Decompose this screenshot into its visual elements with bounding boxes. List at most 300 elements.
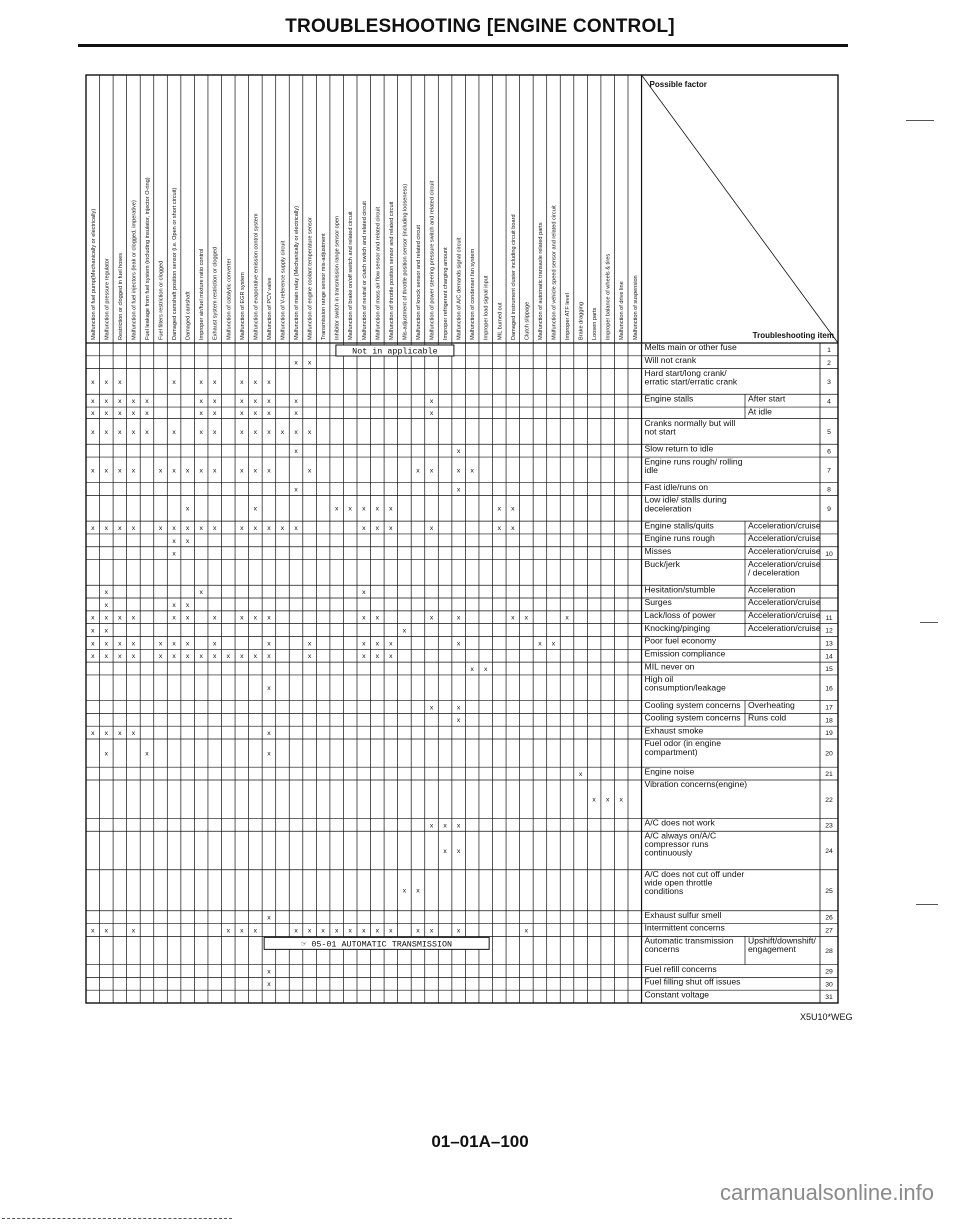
x-mark: x: [619, 796, 623, 804]
x-mark: x: [267, 524, 271, 532]
x-mark: x: [240, 653, 244, 661]
x-mark: x: [185, 601, 190, 609]
x-mark: x: [605, 796, 610, 804]
x-mark: x: [294, 927, 298, 935]
item-number: 27: [825, 927, 833, 935]
x-mark: x: [213, 640, 217, 648]
item-number: 8: [827, 486, 831, 494]
x-mark: x: [456, 640, 461, 648]
x-mark: x: [253, 927, 258, 935]
symptom-label: [645, 368, 738, 387]
x-mark: x: [267, 467, 271, 475]
condition-label-line: At idle: [748, 406, 772, 417]
x-mark: x: [91, 428, 95, 436]
symptom-label-line: Vibration concerns(engine): [644, 779, 748, 790]
x-mark: x: [91, 378, 95, 386]
watermark: carmanualsonline.info: [719, 1180, 934, 1205]
x-mark: x: [104, 467, 109, 475]
x-mark: x: [267, 653, 271, 661]
x-mark: x: [294, 448, 298, 456]
condition-label-line: After start: [748, 393, 786, 404]
symptom-label: [644, 869, 745, 896]
symptom-label: [645, 584, 716, 594]
x-mark: x: [389, 505, 393, 513]
factor-label: Malfunction of neutral or clutch switch and related circuit: [361, 201, 368, 340]
item-number: 1: [827, 347, 831, 355]
factor-label: Malfunction of fuel injectors (leak or clogged, imperative): [131, 200, 138, 340]
x-mark: x: [334, 927, 339, 935]
symptom-label: [645, 989, 710, 999]
x-mark: x: [375, 640, 380, 648]
item-number: 21: [825, 771, 833, 779]
item-number: 25: [825, 887, 833, 895]
x-mark: x: [118, 614, 122, 622]
symptom-label-line: deceleration: [644, 503, 692, 514]
symptom-label: [645, 610, 716, 620]
symptom-label: [645, 482, 709, 492]
factor-label: Clutch slippage: [524, 301, 531, 340]
x-mark: x: [240, 467, 244, 475]
item-number: 14: [825, 653, 833, 661]
x-mark: x: [91, 627, 95, 635]
x-mark: x: [91, 614, 95, 622]
x-mark: x: [240, 524, 244, 532]
x-mark: x: [172, 524, 176, 532]
x-mark: x: [267, 968, 271, 976]
symptom-label-line: continuously: [644, 847, 693, 858]
x-mark: x: [118, 729, 122, 737]
condition-label-line: Upshift/downshift/: [748, 935, 816, 946]
x-mark: x: [280, 524, 285, 532]
symptom-label: [645, 495, 727, 514]
condition-label-line: Acceleration/cruise: [748, 610, 821, 621]
item-number: 9: [827, 505, 831, 513]
x-mark: x: [416, 467, 420, 475]
x-mark: x: [131, 927, 136, 935]
condition-label-line: Acceleration/cruise: [748, 520, 821, 531]
x-mark: x: [456, 704, 461, 712]
item-number: 18: [825, 717, 833, 725]
symptom-label: [645, 713, 741, 723]
x-mark: x: [267, 750, 271, 758]
symptom-label-line: Slow return to idle: [644, 443, 714, 454]
x-mark: x: [267, 729, 271, 737]
x-mark: x: [240, 378, 244, 386]
x-mark: x: [294, 398, 298, 406]
symptom-label-line: Melts main or other fuse: [644, 342, 737, 353]
symptom-label: [645, 623, 711, 633]
x-mark: x: [185, 537, 190, 545]
x-mark: x: [172, 378, 176, 386]
x-mark: x: [456, 614, 461, 622]
item-number: 15: [825, 666, 833, 674]
condition-label: [748, 713, 786, 723]
factor-label: Malfunction of knock sensor and related circuit: [415, 224, 422, 340]
x-mark: x: [104, 750, 109, 758]
x-mark: x: [375, 505, 380, 513]
x-mark: x: [185, 505, 190, 513]
symptom-label: [645, 533, 715, 543]
x-mark: x: [456, 822, 461, 830]
symptom-label-line: Engine runs rough: [644, 533, 715, 544]
symptom-label-line: not start: [644, 426, 676, 437]
x-mark: x: [294, 428, 298, 436]
symptom-label-line: Engine runs rough/ rolling: [644, 456, 743, 467]
item-number: 29: [825, 968, 833, 976]
symptom-label-line: compartment): [644, 746, 698, 757]
symptom-label: [645, 355, 697, 365]
x-mark: x: [294, 524, 298, 532]
item-number: 7: [827, 467, 831, 475]
factor-label: Exhaust system restriction or clogged: [212, 247, 219, 340]
item-number: 16: [825, 685, 833, 693]
factor-label: Restriction or clogged in fuel hoses: [117, 252, 124, 340]
x-mark: x: [592, 796, 596, 804]
x-mark: x: [145, 398, 149, 406]
x-mark: x: [213, 410, 217, 418]
symptom-label-line: Exhaust smoke: [644, 725, 704, 736]
factor-label: Fuel filters restriction or clogged: [158, 260, 165, 340]
x-mark: x: [511, 614, 515, 622]
x-mark: x: [348, 505, 352, 513]
x-mark: x: [226, 653, 230, 661]
symptom-label: [645, 443, 714, 453]
x-mark: x: [362, 927, 366, 935]
x-mark: x: [104, 589, 109, 597]
item-number: 3: [827, 379, 831, 387]
x-mark: x: [362, 505, 366, 513]
x-mark: x: [267, 614, 271, 622]
reference-label: ☞ 05-01 AUTOMATIC TRANSMISSION: [301, 939, 453, 950]
factor-label: Fuel leakage from fuel system (including insulator, injector O-ring): [144, 177, 151, 340]
x-mark: x: [91, 927, 95, 935]
item-number: 4: [827, 398, 831, 406]
x-mark: x: [307, 359, 312, 367]
x-mark: x: [131, 729, 136, 737]
factor-label: Malfunction of pressure regulator: [104, 258, 111, 340]
symptom-label-line: Exhaust sulfur smell: [644, 909, 722, 920]
condition-label: [748, 520, 821, 530]
x-mark: x: [551, 640, 556, 648]
symptom-label-line: wide open throttle: [644, 877, 713, 888]
factor-label: Malfunction of drive line: [619, 281, 626, 340]
x-mark: x: [443, 847, 447, 855]
item-number: 6: [827, 448, 831, 456]
x-mark: x: [267, 914, 271, 922]
item-number: 5: [827, 429, 831, 437]
x-mark: x: [213, 467, 217, 475]
x-mark: x: [253, 378, 258, 386]
factor-label: Malfunction of main relay (Mechanically or electrically): [294, 206, 301, 340]
item-number: 30: [825, 981, 833, 989]
factor-label: Malfunction of engine coolant temperature sensor: [307, 217, 314, 340]
symptom-label-line: compressor runs: [644, 839, 709, 850]
x-mark: x: [375, 614, 380, 622]
x-mark: x: [104, 398, 109, 406]
x-mark: x: [375, 927, 380, 935]
x-mark: x: [578, 771, 583, 779]
x-mark: x: [158, 653, 163, 661]
symptom-label-line: Lack/loss of power: [644, 610, 716, 621]
x-mark: x: [118, 428, 122, 436]
x-mark: x: [104, 410, 109, 418]
x-mark: x: [294, 410, 298, 418]
x-mark: x: [213, 524, 217, 532]
symptom-label-line: Engine noise: [644, 766, 695, 777]
condition-label: [748, 393, 786, 403]
condition-label-line: Acceleration/cruise: [748, 545, 821, 556]
x-mark: x: [456, 927, 461, 935]
factor-label: MIL burned out: [497, 302, 504, 340]
x-mark: x: [104, 428, 109, 436]
symptom-label: [645, 936, 734, 955]
x-mark: x: [389, 640, 393, 648]
symptom-label-line: idle: [644, 464, 658, 475]
x-mark: x: [253, 428, 258, 436]
x-mark: x: [348, 927, 352, 935]
x-mark: x: [307, 428, 312, 436]
factor-label: Damaged instrument cluster including circuit board: [510, 214, 517, 340]
x-mark: x: [416, 887, 420, 895]
x-mark: x: [213, 614, 217, 622]
factor-label: Malfunction of fuel pump(Mechanically or electrically): [90, 208, 97, 340]
x-mark: x: [199, 589, 203, 597]
condition-label-line: Acceleration/cruise: [748, 597, 821, 608]
factor-label: Loosen parts: [592, 307, 599, 340]
symptom-label-line: Intermittent concerns: [644, 922, 725, 933]
x-mark: x: [104, 729, 109, 737]
x-mark: x: [131, 614, 136, 622]
x-mark: x: [321, 927, 325, 935]
symptom-label: [645, 725, 704, 735]
page-title: TROUBLESHOOTING [ENGINE CONTROL]: [285, 16, 675, 37]
x-mark: x: [524, 614, 529, 622]
figure-id: X5U10*WEG: [800, 1012, 853, 1022]
x-mark: x: [131, 398, 136, 406]
factor-label: Malfunction of condenser fan system: [470, 248, 477, 340]
x-mark: x: [389, 653, 393, 661]
factor-label: Malfunction of automatic transaxle related parts: [537, 222, 544, 340]
x-mark: x: [294, 359, 298, 367]
item-number: 23: [825, 822, 833, 830]
factor-label: Improper air/fuel mixture ratio control: [199, 248, 206, 340]
symptom-label-line: Poor fuel economy: [644, 635, 717, 646]
symptom-label-line: Engine stalls/quits: [644, 520, 714, 531]
factor-label: Transmission range sensor mis-adjustment: [321, 233, 328, 340]
x-mark: x: [524, 927, 529, 935]
symptom-label: [645, 418, 736, 437]
symptom-label: [645, 648, 726, 658]
x-mark: x: [538, 640, 542, 648]
x-mark: x: [158, 524, 163, 532]
x-mark: x: [199, 653, 203, 661]
item-number: 19: [825, 730, 833, 738]
x-mark: x: [443, 822, 447, 830]
x-mark: x: [267, 378, 271, 386]
x-mark: x: [172, 640, 176, 648]
x-mark: x: [456, 486, 461, 494]
factor-label: Malfunction of EGR system: [239, 272, 246, 340]
x-mark: x: [429, 614, 434, 622]
x-mark: x: [172, 653, 176, 661]
x-mark: x: [104, 653, 109, 661]
x-mark: x: [267, 640, 271, 648]
x-mark: x: [307, 640, 312, 648]
factor-label: Improper ATF level: [565, 293, 572, 340]
x-mark: x: [91, 653, 95, 661]
symptom-label: [645, 546, 672, 556]
x-mark: x: [213, 428, 217, 436]
condition-label: [748, 546, 821, 556]
x-mark: x: [307, 467, 312, 475]
x-mark: x: [267, 428, 271, 436]
condition-label: [748, 623, 821, 633]
x-mark: x: [131, 640, 136, 648]
condition-label-line: Acceleration/cruise: [748, 558, 821, 569]
item-number: 17: [825, 704, 833, 712]
factor-label: Malfunction of V-reference supply circuit: [280, 240, 287, 340]
condition-label-line: Acceleration/cruise: [748, 533, 821, 544]
x-mark: x: [497, 505, 501, 513]
x-mark: x: [429, 410, 434, 418]
symptom-label: [645, 700, 741, 710]
factor-label: Malfunction of power steering pressure switch and related circuit: [429, 180, 436, 340]
symptom-label: [645, 766, 695, 776]
symptom-label-line: A/C does not work: [644, 817, 715, 828]
symptom-label-line: Fuel odor (in engine: [644, 738, 721, 749]
symptom-label-line: Automatic transmission: [644, 935, 734, 946]
x-mark: x: [145, 428, 149, 436]
factor-label: Malfunction of mass air flow sensor and related circuit: [375, 206, 382, 340]
x-mark: x: [307, 927, 312, 935]
x-mark: x: [104, 627, 109, 635]
x-mark: x: [213, 398, 217, 406]
margin-tick: [920, 622, 938, 623]
x-mark: x: [267, 981, 271, 989]
x-mark: x: [240, 398, 244, 406]
factor-label: Malfunction of PCV valve: [266, 277, 273, 340]
x-mark: x: [185, 614, 190, 622]
symptom-label: [645, 738, 722, 757]
x-mark: x: [253, 505, 258, 513]
x-mark: x: [118, 640, 122, 648]
x-mark: x: [416, 927, 420, 935]
symptom-label-line: Knocking/pinging: [644, 622, 711, 633]
footer-dashed-line: [2, 1218, 232, 1219]
x-mark: x: [362, 614, 366, 622]
x-mark: x: [185, 524, 190, 532]
not-applicable-label: Not in applicable: [352, 346, 438, 357]
factor-label: Malfunction of brake on/off switch and related circuit: [348, 211, 355, 340]
x-mark: x: [213, 653, 217, 661]
symptom-label-line: Constant voltage: [644, 989, 710, 1000]
symptom-label-line: Cooling system concerns: [644, 712, 741, 723]
symptom-label-line: Low idle/ stalls during: [644, 494, 727, 505]
condition-label-line: / deceleration: [748, 567, 800, 578]
symptom-label: [645, 342, 737, 352]
symptom-label: [645, 520, 714, 530]
x-mark: x: [158, 640, 163, 648]
x-mark: x: [267, 398, 271, 406]
x-mark: x: [145, 410, 149, 418]
symptom-label: [645, 597, 672, 607]
condition-label: [748, 406, 772, 416]
symptom-label: [645, 964, 717, 974]
x-mark: x: [362, 640, 366, 648]
item-number: 11: [825, 614, 833, 622]
x-mark: x: [172, 428, 176, 436]
symptom-label-line: Cranks normally but will: [644, 417, 736, 428]
x-mark: x: [240, 410, 244, 418]
x-mark: x: [253, 524, 258, 532]
symptom-label-line: conditions: [644, 886, 684, 897]
x-mark: x: [511, 505, 515, 513]
x-mark: x: [226, 927, 230, 935]
factor-label: Improper load signal input: [483, 275, 490, 340]
factor-label: Improper refrigerant charging amount: [443, 247, 450, 340]
condition-label-line: Acceleration: [748, 584, 796, 595]
matrix-border: [86, 75, 838, 1003]
x-mark: x: [91, 640, 95, 648]
x-mark: x: [185, 653, 190, 661]
item-number: 22: [825, 796, 833, 804]
symptom-label: [645, 977, 741, 987]
factor-label: Malfunction of A/C demands signal circuit: [456, 237, 463, 340]
symptom-label-line: Fast idle/runs on: [644, 481, 709, 492]
x-mark: x: [362, 524, 366, 532]
x-mark: x: [213, 378, 217, 386]
symptom-label-line: Engine stalls: [644, 393, 694, 404]
factor-label: Inhibitor switch in transmission range sensor open: [334, 215, 341, 340]
x-mark: x: [511, 524, 515, 532]
x-mark: x: [185, 467, 190, 475]
x-mark: x: [280, 428, 285, 436]
x-mark: x: [172, 601, 176, 609]
x-mark: x: [118, 410, 122, 418]
x-mark: x: [362, 589, 366, 597]
margin-tick: [916, 904, 938, 905]
page-number: 01–01A–100: [431, 1132, 529, 1151]
x-mark: x: [172, 614, 176, 622]
symptom-label-line: Hesitation/stumble: [644, 584, 716, 595]
x-mark: x: [240, 614, 244, 622]
condition-label-line: Overheating: [748, 699, 795, 710]
x-mark: x: [131, 653, 136, 661]
condition-label-line: Runs cold: [748, 712, 787, 723]
symptom-label-line: Fuel filling shut off issues: [644, 976, 741, 987]
x-mark: x: [131, 524, 136, 532]
x-mark: x: [429, 704, 434, 712]
condition-label: [748, 559, 821, 578]
item-number: 31: [825, 994, 833, 1002]
symptom-label-line: High oil: [644, 674, 674, 685]
symptom-label-line: Will not crank: [644, 355, 697, 366]
x-mark: x: [91, 524, 95, 532]
symptom-label-line: Misses: [644, 545, 672, 556]
condition-label-line: engagement: [748, 944, 796, 955]
x-mark: x: [104, 601, 109, 609]
x-mark: x: [456, 467, 461, 475]
x-mark: x: [91, 467, 95, 475]
x-mark: x: [104, 378, 109, 386]
factor-label: Malfunction of throttle position sensor and related circuit: [388, 201, 395, 340]
x-mark: x: [429, 524, 434, 532]
item-number: 26: [825, 914, 833, 922]
factor-label: Damaged camshaft position sensor (i.e. Open or short circuit): [172, 187, 179, 340]
margin-tick: [906, 120, 934, 121]
x-mark: x: [456, 717, 461, 725]
symptom-label: [645, 636, 717, 646]
